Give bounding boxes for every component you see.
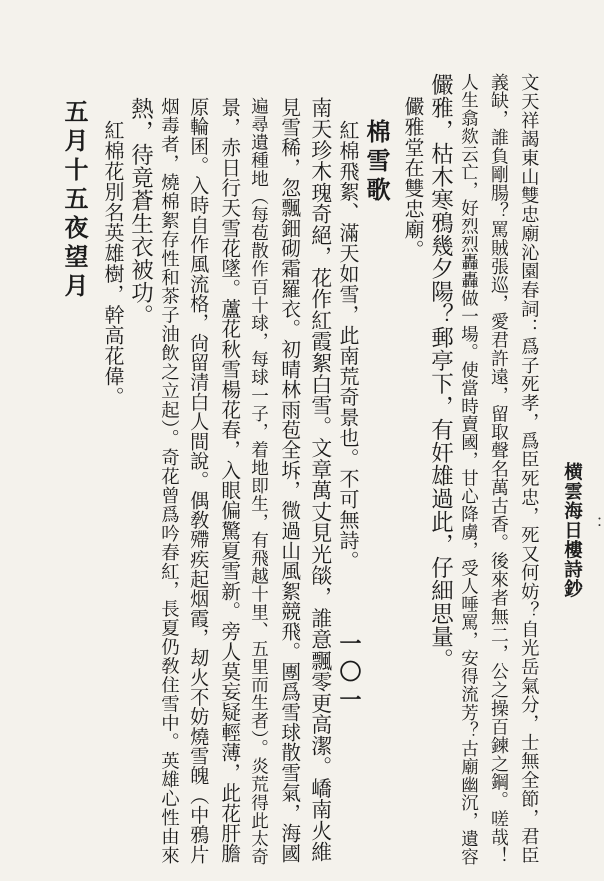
- poem-line-1: 南天珍木瑰奇絕，花作紅霞絮白雪。文章萬丈見光燄，誰意飄零更高潔。嶠南火維: [307, 97, 332, 863]
- edge-mark: ：: [585, 516, 604, 533]
- poem-preface: 紅棉飛絮、滿天如雪，此南荒奇景也。不可無詩。: [336, 120, 360, 571]
- page-number: 一〇一: [336, 632, 362, 716]
- poem-line-4: 景，赤日行天雪花墜。蘆花秋雪楊花春，入眼偏驚夏雪新。旁人莫妄疑輕薄，此花肝膽: [217, 97, 241, 864]
- prose-line-1: 文天祥謁東山雙忠廟沁園春詞：爲子死孝，爲臣死忠，死又何妨？自光岳氣分，士無全節，君臣: [518, 73, 540, 865]
- poem-line-6: 烟毒者，燒棉絮存性和茶子油飲之立起）。奇花曾爲吟春紅，長夏仍敎住雪中。英雄心性由來: [158, 97, 180, 865]
- prose-line-3: 人生翕欻云亡，好烈烈轟轟做一場。使當時賣國，甘心降虜，受人唾罵，安得流芳？古廟幽沉，遺容: [458, 73, 479, 866]
- running-header: 横雲海日樓詩鈔: [561, 462, 583, 599]
- poem-line-3: 遍尋遺種地（每苞散作百十球，每球一子，着地即生，有飛越十里、五里而生者）。炎荒得此太奇: [248, 97, 269, 866]
- next-poem-title: 五月十五夜望月: [60, 99, 89, 302]
- prose-line-2: 義缺，誰負剛腸？罵賊張巡，愛君許遠，留取聲名萬古香。後來者無二，公之操百鍊之鋼。嗟哉！: [487, 73, 509, 866]
- prose-line-4: 儼雅，枯木寒鴉幾夕陽？郵亭下，有奸雄過此，仔細思量。: [427, 73, 454, 671]
- poem-line-7: 熱，待竟蒼生衣被功。: [127, 97, 154, 327]
- prose-note: 儼雅堂在雙忠廟。: [401, 96, 425, 260]
- poem-line-5: 原輪囷。入時自作風流格，尙留清白人間說。偶敎殢疾起烟霞，刼火不妨燒雪魄（中鴉片: [187, 97, 211, 865]
- poem-note: 紅棉花別名英雄樹，幹高花偉。: [101, 120, 125, 407]
- poem-line-2: 見雪稀，忽飄鈿砌霜羅衣。初晴林雨苞全坼，微過山風絮競飛。團爲雪球散雪氣，海國: [277, 97, 301, 864]
- poem-title: 棉雪歌: [362, 119, 391, 206]
